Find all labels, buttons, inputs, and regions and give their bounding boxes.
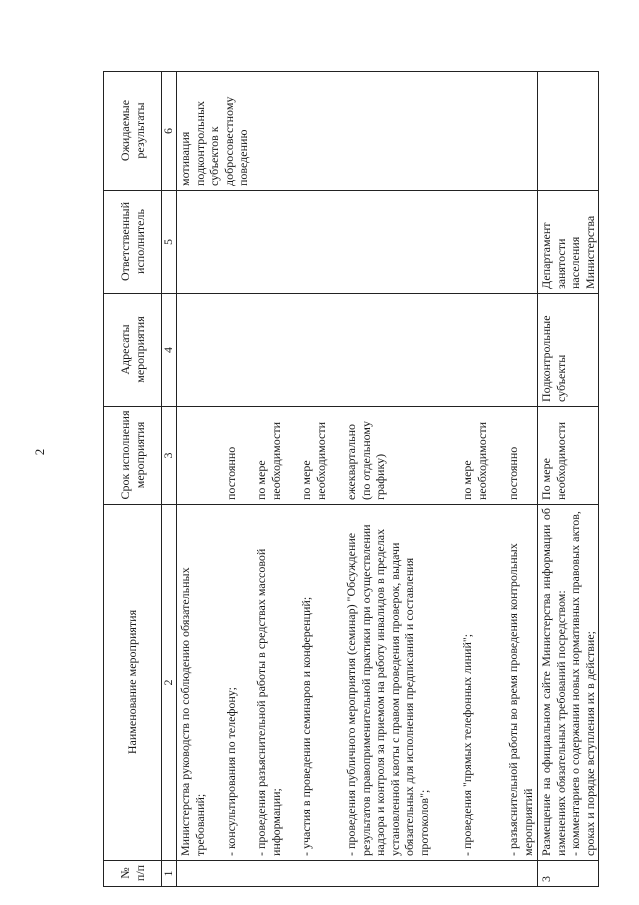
header-addressees: Адресаты мероприятия	[104, 294, 162, 407]
addressees-cell: Подконтрольные субъекты	[538, 294, 599, 407]
activity-item: - участия в проведении семинаров и конференций;	[299, 596, 313, 856]
activity-item: - проведения разъяснительной работы в средствах массовой информации;	[254, 548, 283, 856]
activity-intro: Министерства руководств по соблюдению обязательных требований;	[178, 567, 207, 856]
column-number: 1	[162, 861, 177, 887]
header-executor: Ответственный исполнитель	[104, 191, 162, 294]
executor-cell	[177, 191, 538, 294]
activity-name-cell	[177, 505, 538, 861]
deadline-value: постоянно	[224, 446, 238, 500]
header-num: № п/п	[104, 861, 162, 887]
header-results: Ожидаемые результаты	[104, 72, 162, 191]
activity-item: - проведения публичного мероприятия (семинар) "Обсуждение результатов правоприменительной практики при осуществлении надзора и контроля за приемом на работу инвалидов в пределах установленной квоты с правом проведения проверок, выдачи обязательных для исполнения предписаний и составления протоколов";	[344, 524, 431, 856]
header-deadline: Срок исполнения мероприятия	[104, 407, 162, 505]
activity-item: - проведения "прямых телефонных линий";	[460, 633, 474, 856]
table-header-row	[104, 72, 162, 887]
deadline-cell: По мере необходимости	[538, 407, 599, 505]
column-number: 3	[162, 407, 177, 505]
activity-item: - комментариев о содержании новых нормативных правовых актов, сроках и порядке вступления их в действие;	[568, 511, 597, 856]
results-cell: мотивация подконтрольных субъектов к добросовестному поведению	[177, 72, 538, 191]
deadline-cell	[177, 407, 538, 505]
row-num-cell: 3	[538, 861, 599, 887]
results-cell	[538, 72, 599, 191]
activity-item: - разъяснительной работы во время проведения контрольных мероприятий	[506, 543, 535, 856]
column-number: 6	[162, 72, 177, 191]
activity-name-cell	[538, 505, 599, 861]
deadline-value: по мере необходимости	[299, 421, 328, 500]
deadline-value: постоянно	[506, 446, 520, 500]
deadline-value: по мере необходимости	[254, 421, 283, 500]
page-number: 2	[32, 448, 47, 456]
activity-item: - консультирования по телефону;	[224, 687, 238, 856]
deadline-value: по мере необходимости	[460, 421, 489, 500]
row-num-cell	[177, 861, 538, 887]
table-row-continuation	[177, 72, 538, 887]
column-number: 4	[162, 294, 177, 407]
header-name: Наименование мероприятия	[104, 505, 162, 861]
column-number: 5	[162, 191, 177, 294]
addressees-cell	[177, 294, 538, 407]
column-number-row	[162, 72, 177, 887]
deadline-value: ежеквартально (по отдельному графику)	[344, 420, 387, 500]
column-number: 2	[162, 505, 177, 861]
table-row-3	[538, 72, 599, 887]
executor-cell: Департамент занятости населения Министерства	[538, 191, 599, 294]
rotated-page-content	[103, 72, 597, 887]
activities-table	[103, 71, 599, 887]
activity-lead: Размещение на официальном сайте Министерства информации об изменениях обязательных требований посредством:	[539, 508, 568, 856]
